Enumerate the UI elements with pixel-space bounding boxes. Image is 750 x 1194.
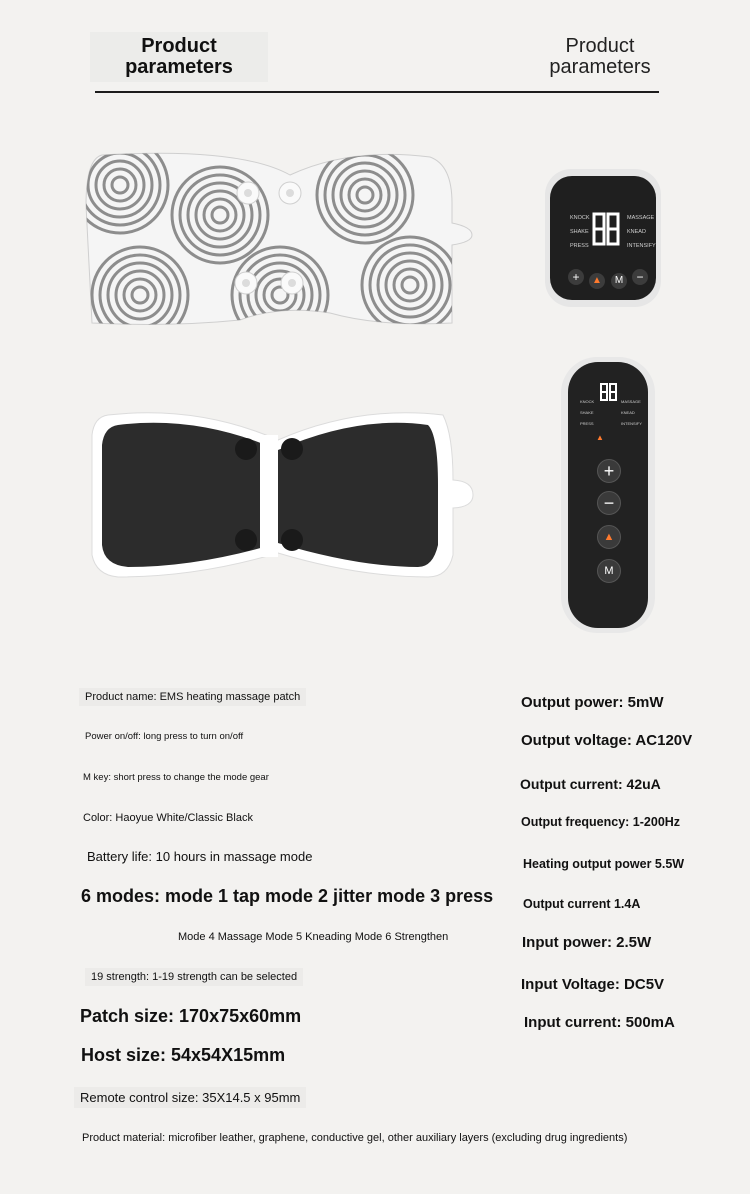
spec-output-power: Output power: 5mW	[521, 694, 664, 711]
spec-output-current-heat: Output current 1.4A	[523, 897, 641, 911]
spec-color: Color: Haoyue White/Classic Black	[83, 812, 253, 824]
mode-label: MASSAGE	[621, 399, 641, 404]
spec-modes-line2: Mode 4 Massage Mode 5 Kneading Mode 6 Strengthen	[178, 931, 449, 943]
mode-label: SHAKE	[570, 229, 589, 235]
mode-label: KNOCK	[570, 215, 590, 221]
spec-heating-power: Heating output power 5.5W	[523, 857, 685, 871]
spec-battery: Battery life: 10 hours in massage mode	[87, 849, 313, 864]
mode-label: KNEAD	[627, 229, 646, 235]
page-title: Product parameters	[125, 35, 233, 78]
spec-m-key: M key: short press to change the mode gear	[83, 772, 269, 783]
mode-label: INTENSIFY	[627, 243, 656, 249]
massage-patch-pattern-image	[80, 145, 480, 330]
spec-output-voltage: Output voltage: AC120V	[521, 732, 693, 749]
heat-flame-button[interactable]: ▲	[589, 273, 605, 289]
mode-label: MASSAGE	[627, 215, 655, 221]
spec-output-frequency: Output frequency: 1-200Hz	[521, 815, 681, 829]
mode-m-button[interactable]: M	[611, 273, 627, 289]
spec-modes-line1: 6 modes: mode 1 tap mode 2 jitter mode 3 press	[81, 886, 494, 906]
massage-patch-back-image	[88, 405, 478, 585]
mode-label: SHAKE	[580, 410, 594, 415]
spec-remote-size: Remote control size: 35X14.5 x 95mm	[74, 1087, 306, 1108]
mode-label: PRESS	[570, 243, 589, 249]
title-divider	[95, 91, 659, 93]
spec-host-size: Host size: 54x54X15mm	[81, 1045, 286, 1065]
spec-power: Power on/off: long press to turn on/off	[85, 731, 244, 742]
flame-indicator-icon: ▲	[596, 433, 604, 442]
spec-product-name: Product name: EMS heating massage patch	[79, 688, 306, 706]
spec-input-voltage: Input Voltage: DC5V	[521, 976, 665, 993]
spec-output-current: Output current: 42uA	[520, 776, 661, 792]
host-device	[544, 168, 662, 308]
spec-input-current: Input current: 500mA	[524, 1014, 675, 1031]
spec-strength: 19 strength: 1-19 strength can be selected	[85, 968, 303, 986]
plus-button[interactable]: +	[597, 459, 621, 483]
spec-patch-size: Patch size: 170x75x60mm	[80, 1006, 302, 1026]
mode-label: KNOCK	[580, 399, 595, 404]
spec-input-power: Input power: 2.5W	[522, 934, 652, 951]
mode-label: PRESS	[580, 421, 594, 426]
mode-label: INTENSIFY	[621, 421, 642, 426]
minus-button[interactable]: −	[632, 269, 648, 285]
plus-button[interactable]: +	[568, 269, 584, 285]
minus-button[interactable]: −	[597, 491, 621, 515]
remote-control	[560, 356, 656, 634]
page-title-box	[90, 32, 268, 82]
mode-m-button[interactable]: M	[597, 559, 621, 583]
page-title-secondary: Product parameters	[549, 35, 651, 78]
spec-material: Product material: microfiber leather, graphene, conductive gel, other auxiliary layers (excluding drug ingredients)	[82, 1132, 628, 1144]
heat-flame-button[interactable]: ▲	[597, 525, 621, 549]
mode-label: KNEAD	[621, 410, 635, 415]
